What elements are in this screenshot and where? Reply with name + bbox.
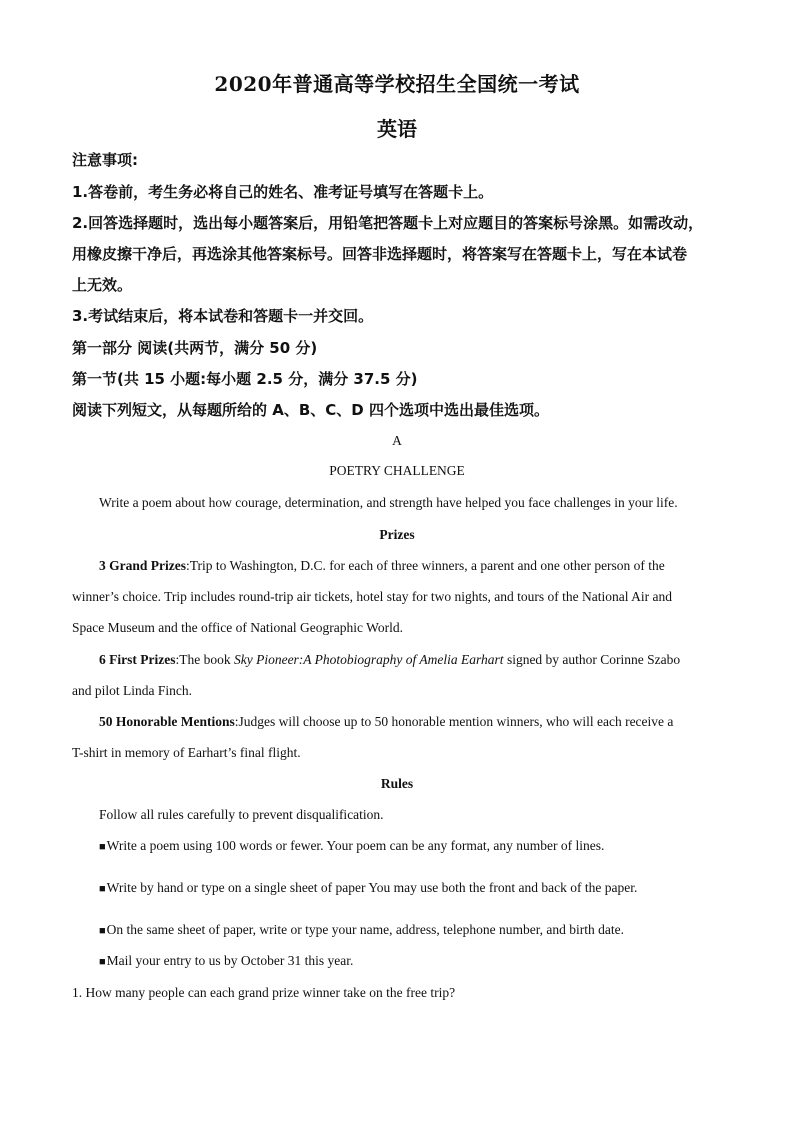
passage-letter: A: [392, 433, 402, 448]
bullet-square-icon: ■: [99, 883, 106, 895]
instruction-item-2-line-1: 2.回答选择题时，选出每小题答案后，用铅笔把答题卡上对应题目的答案标号涂黑。如需改动，: [72, 214, 704, 232]
section-direction: 阅读下列短文，从每题所给的 A、B、C、D 四个选项中选出最佳选项。: [72, 401, 549, 419]
grand-prize-text: :Trip to Washington, D.C. for each of three winners, a parent and one other person of the: [186, 558, 665, 573]
passage-intro: Write a poem about how courage, determination, and strength have helped you face challenges in your life.: [99, 495, 678, 510]
bullet-square-icon: ■: [99, 841, 106, 853]
rule-text-3: On the same sheet of paper, write or type your name, address, telephone number, and birth date.: [106, 922, 625, 937]
grand-prize-line-3: Space Museum and the office of National Geographic World.: [72, 620, 403, 635]
grand-prize-line-2: winner’s choice. Trip includes round-trip air tickets, hotel stay for two nights, and tours of the National Air and: [72, 589, 673, 604]
instruction-item-3: 3.考试结束后，将本试卷和答题卡一并交回。: [72, 307, 374, 325]
first-prize-label: 6 First Prizes: [99, 652, 176, 667]
rule-item-2: [99, 879, 637, 898]
rule-item-1: [99, 837, 604, 856]
question-1: 1. How many people can each grand prize winner take on the free trip?: [72, 985, 456, 1000]
rules-heading: Rules: [380, 776, 414, 791]
prizes-heading: Prizes: [379, 527, 415, 542]
rule-text-2: Write by hand or type on a single sheet of paper You may use both the front and back of the paper.: [106, 880, 638, 895]
first-prize-line-2: and pilot Linda Finch.: [72, 683, 192, 698]
instructions-heading: 注意事项:: [72, 151, 138, 169]
honorable-mention-line-2: T-shirt in memory of Earhart’s final flight.: [72, 745, 301, 760]
first-prize-pre: :The book: [175, 652, 234, 667]
section-heading: 第一节(共 15 小题:每小题 2.5 分，满分 37.5 分): [72, 370, 418, 388]
honorable-mention-label: 50 Honorable Mentions: [99, 714, 235, 729]
instruction-item-1: 1.答卷前，考生务必将自己的姓名、准考证号填写在答题卡上。: [72, 183, 494, 201]
rule-item-4: [99, 952, 353, 971]
exam-title: 2020年普通高等学校招生全国统一考试: [214, 72, 580, 96]
bullet-square-icon: ■: [99, 925, 106, 937]
rule-item-3: [99, 921, 624, 940]
first-prize-book-title: Sky Pioneer:A Photobiography of Amelia Earhart: [233, 652, 504, 667]
first-prize-post: signed by author Corinne Szabo: [503, 652, 681, 667]
rules-intro: Follow all rules carefully to prevent disqualification.: [99, 807, 384, 822]
honorable-mention-line-1: [99, 713, 673, 731]
instruction-item-2-line-2: 用橡皮擦干净后，再选涂其他答案标号。回答非选择题时，将答案写在答题卡上，写在本试卷: [72, 245, 688, 263]
instruction-item-2-line-3: 上无效。: [72, 276, 133, 294]
passage-title: POETRY CHALLENGE: [329, 463, 465, 478]
rule-text-1: Write a poem using 100 words or fewer. Your poem can be any format, any number of lines.: [106, 838, 605, 853]
grand-prize-label: 3 Grand Prizes: [99, 558, 186, 573]
bullet-square-icon: ■: [99, 956, 106, 968]
part-heading: 第一部分 阅读(共两节，满分 50 分): [72, 339, 318, 357]
subject-title: 英语: [377, 117, 417, 141]
first-prize-line-1: [99, 651, 680, 669]
grand-prize-line-1: [99, 557, 665, 575]
honorable-mention-text: :Judges will choose up to 50 honorable mention winners, who will each receive a: [234, 714, 674, 729]
rule-text-4: Mail your entry to us by October 31 this year.: [106, 953, 354, 968]
